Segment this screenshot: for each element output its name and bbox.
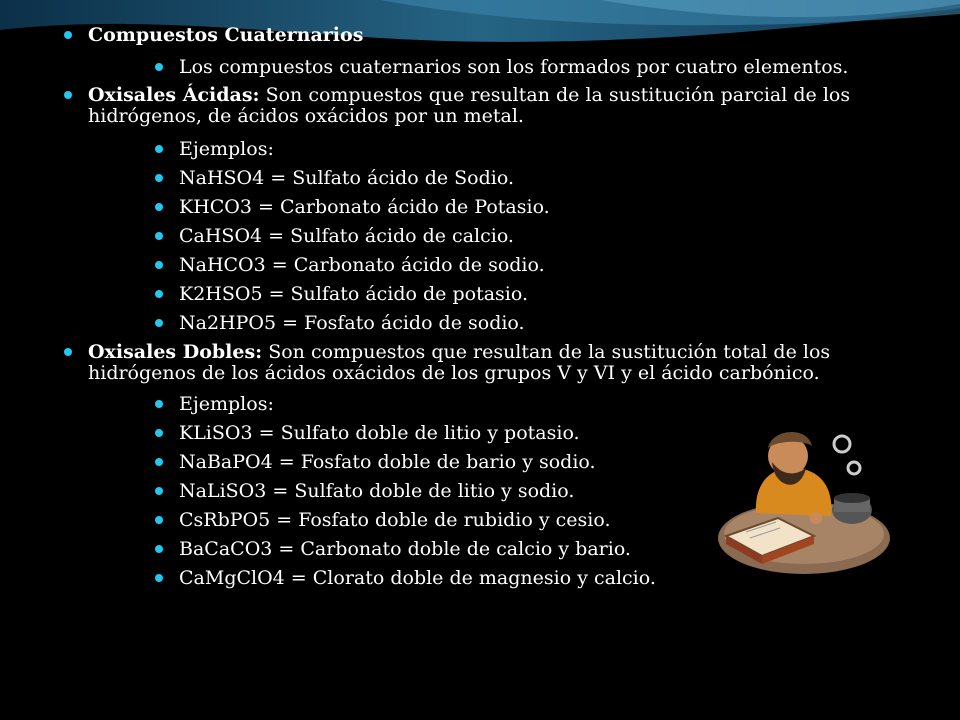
bullet xyxy=(155,516,163,524)
bullet xyxy=(64,31,72,39)
term-oxisales-acidas: Oxisales Ácidas: xyxy=(88,84,260,106)
bullet xyxy=(155,400,163,408)
bullet xyxy=(155,261,163,269)
heading-compuestos-cuaternarios: Compuestos Cuaternarios xyxy=(88,24,364,46)
bullet xyxy=(155,203,163,211)
bullet xyxy=(155,429,163,437)
example-item: KLiSO3 = Sulfato doble de litio y potasio. xyxy=(179,422,580,444)
bullet xyxy=(155,63,163,71)
bullet xyxy=(64,91,72,99)
bullet xyxy=(155,232,163,240)
bullet xyxy=(64,348,72,356)
example-item: CsRbPO5 = Fosfato doble de rubidio y cesio. xyxy=(179,509,611,531)
bullet xyxy=(155,458,163,466)
bullet xyxy=(155,319,163,327)
bullet xyxy=(155,290,163,298)
example-item: Na2HPO5 = Fosfato ácido de sodio. xyxy=(179,312,525,334)
example-item: BaCaCO3 = Carbonato doble de calcio y bario. xyxy=(179,538,631,560)
bullet xyxy=(155,574,163,582)
example-item: NaBaPO4 = Fosfato doble de bario y sodio. xyxy=(179,451,596,473)
example-item: CaMgClO4 = Clorato doble de magnesio y calcio. xyxy=(179,567,656,589)
bullet xyxy=(155,487,163,495)
bullet-item-11: Oxisales Dobles: Son compuestos que resultan de la sustitución total de los hidrógenos de los ácidos oxácidos de los grupos V y VI y el ácido carbónico. xyxy=(88,341,831,384)
example-item: NaHSO4 = Sulfato ácido de Sodio. xyxy=(179,167,514,189)
example-item: NaHCO3 = Carbonato ácido de sodio. xyxy=(179,254,545,276)
bullet-item-3: Oxisales Ácidas: Son compuestos que resultan de la sustitución parcial de los hidrógenos, de ácidos oxácidos por un metal. xyxy=(88,84,851,127)
example-item: Ejemplos: xyxy=(179,138,274,160)
example-item: NaLiSO3 = Sulfato doble de litio y sodio. xyxy=(179,480,575,502)
example-item: KHCO3 = Carbonato ácido de Potasio. xyxy=(179,196,550,218)
bullet xyxy=(155,174,163,182)
alchemist-reading-book-icon xyxy=(716,418,891,576)
bullet-item-1 xyxy=(88,25,363,46)
bullet xyxy=(155,545,163,553)
example-item: CaHSO4 = Sulfato ácido de calcio. xyxy=(179,225,514,247)
example-item: K2HSO5 = Sulfato ácido de potasio. xyxy=(179,283,529,305)
example-item: Ejemplos: xyxy=(179,393,274,415)
term-oxisales-dobles: Oxisales Dobles: xyxy=(88,341,263,363)
bullet-item-2: Los compuestos cuaternarios son los formados por cuatro elementos. xyxy=(179,56,849,78)
bullet xyxy=(155,145,163,153)
